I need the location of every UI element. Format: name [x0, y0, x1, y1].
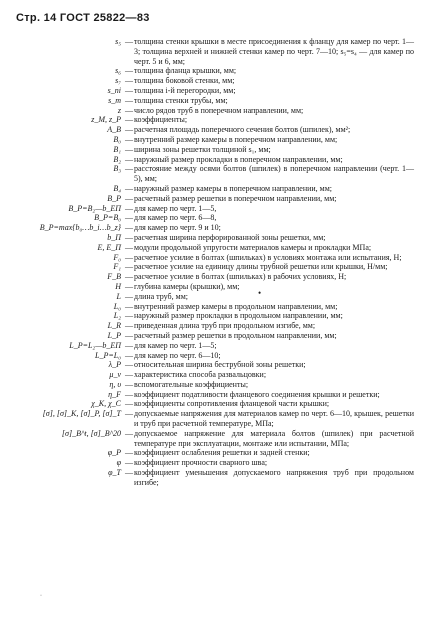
entry-symbol: μ_v: [109, 370, 121, 380]
entry-dash: —: [125, 370, 133, 380]
entry-description: расчетное усилие на единицу длины трубной решетки или крышки, Н/мм;: [134, 262, 388, 272]
entry-dash: —: [125, 468, 133, 478]
entry-row: [0, 76, 427, 86]
entry-dash: —: [125, 321, 133, 331]
entry-symbol: φ: [116, 458, 121, 468]
entry-description: расчетная ширина перфорированной зоны решетки, мм;: [134, 232, 326, 242]
entry-symbol: b_П: [107, 232, 121, 242]
entry-description: толщина стенки крышки в месте присоединения к фланцу для камер по черт. 1—3; толщина верхней и нижней стенки камер по черт. 7—10; s₅=s₄ — для камер по черт. 5 и 6, мм;: [134, 37, 414, 66]
entry-dash: —: [125, 399, 133, 409]
entry-row: [0, 282, 427, 292]
entry-description: расчетное усилие в болтах (шпильках) в условиях монтажа или испытания, Н;: [134, 252, 402, 262]
entry-description: коэффициент уменьшения допускаемого напряжения труб при продольном изгибе;: [134, 468, 414, 487]
entry-symbol: s₆: [115, 66, 121, 76]
entry-description: число рядов труб в поперечном направлении, мм;: [134, 105, 304, 115]
entry-description: расчетная площадь поперечного сечения болтов (шпилек), мм²;: [134, 125, 351, 135]
entry-dash: —: [125, 223, 133, 233]
entry-row: [0, 321, 427, 331]
entry-row: [0, 292, 427, 302]
entry-dash: —: [125, 262, 133, 272]
entry-description: характеристика способа развальцовки;: [134, 370, 267, 380]
entry-dash: —: [125, 37, 133, 46]
entry-description: глубина камеры (крышки), мм;: [134, 281, 240, 291]
entry-description: для камер по черт. 9 и 10;: [134, 223, 221, 233]
entry-symbol: η_F: [108, 389, 121, 399]
entry-row: [0, 360, 427, 370]
entry-row: [0, 429, 427, 449]
entry-symbol: H: [115, 281, 121, 291]
entry-dash: —: [125, 458, 133, 468]
stray-mark: •: [258, 288, 262, 298]
entry-symbol: s_ni: [107, 85, 121, 95]
entry-description: допускаемое напряжение для материала болтов (шпилек) при расчетной температуре при эксплуатации, монтаже или испытании, МПа;: [134, 428, 414, 448]
entry-dash: —: [125, 115, 133, 125]
entry-symbol: L_P=L₂—b_ЕП: [69, 340, 121, 350]
entry-symbol: F₀: [113, 252, 121, 262]
entry-dash: —: [125, 154, 133, 164]
entry-dash: —: [125, 448, 133, 458]
entry-row: [0, 331, 427, 341]
entry-row: [0, 262, 427, 272]
entry-symbol: s₅: [115, 37, 121, 46]
entry-symbol: B₀: [113, 134, 121, 144]
entry-description: коэффициент прочности сварного шва;: [134, 458, 268, 468]
entry-description: толщина стенки трубы, мм;: [134, 95, 228, 105]
entry-row: [0, 302, 427, 312]
entry-description: расчетный размер решетки в продольном направлении, мм;: [134, 330, 337, 340]
entry-symbol: L_P: [107, 330, 121, 340]
entry-description: для камер по черт. 6—10;: [134, 350, 221, 360]
entry-dash: —: [125, 360, 133, 370]
entry-description: толщина фланца крышки, мм;: [134, 66, 237, 76]
entry-row: [0, 390, 427, 400]
entry-row: [0, 66, 427, 76]
entry-dash: —: [125, 66, 133, 76]
entry-symbol: λ_P: [108, 360, 121, 370]
entry-dash: —: [125, 389, 133, 399]
entry-row: [0, 184, 427, 194]
entry-symbol: s₇: [115, 76, 121, 86]
entry-row: [0, 409, 427, 429]
entry-row: [0, 223, 427, 233]
entry-row: [0, 272, 427, 282]
entry-dash: —: [125, 242, 133, 252]
entry-row: [0, 380, 427, 390]
entry-row: [0, 155, 427, 165]
entry-row: [0, 468, 427, 488]
entry-dash: —: [125, 272, 133, 282]
entry-symbol: φ_T: [108, 468, 121, 478]
entry-dash: —: [125, 252, 133, 262]
entry-dash: —: [125, 409, 133, 419]
entry-symbol: χ_K, χ_C: [91, 399, 121, 409]
entry-description: вспомогательные коэффициенты;: [134, 379, 249, 389]
entry-dash: —: [125, 213, 133, 223]
entry-symbol: B₂: [113, 154, 121, 164]
entry-description: коэффициенты сопротивления фланцевой части крышки;: [134, 399, 330, 409]
entry-row: [0, 115, 427, 125]
entry-dash: —: [125, 95, 133, 105]
entry-row: [0, 37, 427, 66]
entry-description: относительная ширина беструбной зоны решетки;: [134, 360, 306, 370]
entry-symbol: B₄: [113, 183, 121, 193]
entry-description: расчетный размер решетки в поперечном направлении, мм;: [134, 193, 337, 203]
entry-row: [0, 399, 427, 409]
entry-description: допускаемые напряжения для материалов камер по черт. 6—10, крышек, решетки и труб при расчетной температуре, МПа;: [134, 409, 414, 429]
entry-symbol: B_P=B₂—b_ЕП: [68, 203, 121, 213]
entry-row: [0, 351, 427, 361]
entry-description: внутренний размер камеры в поперечном направлении, мм;: [134, 134, 338, 144]
entry-row: [0, 96, 427, 106]
entry-row: [0, 86, 427, 96]
entry-dash: —: [125, 105, 133, 115]
entry-dash: —: [125, 193, 133, 203]
entry-dash: —: [125, 183, 133, 193]
entry-row: [0, 370, 427, 380]
entry-dash: —: [125, 232, 133, 242]
entry-description: коэффициенты;: [134, 115, 188, 125]
entry-symbol: η, υ: [109, 379, 121, 389]
entry-description: для камер по черт. 1—5,: [134, 203, 217, 213]
entry-dash: —: [125, 76, 133, 86]
entry-dash: —: [125, 164, 133, 174]
entry-description: наружный размер прокладки в поперечном направлении, мм;: [134, 154, 343, 164]
entry-dash: —: [125, 203, 133, 213]
entry-dash: —: [125, 350, 133, 360]
entry-symbol: B₁: [113, 144, 121, 154]
entry-row: [0, 145, 427, 155]
entry-symbol: B_P=max{b₀…b_i…b_z}: [39, 223, 121, 233]
entry-description: модули продольной упругости материалов камеры и прокладки МПа;: [134, 242, 372, 252]
entry-description: расчетное усилие в болтах (шпильках) в рабочих условиях, Н;: [134, 272, 347, 282]
entry-description: расстояние между осями болтов (шпилек) в поперечном направлении (черт. 1—5), мм;: [134, 164, 414, 184]
entry-row: [0, 135, 427, 145]
entry-row: [0, 253, 427, 263]
entry-dash: —: [125, 291, 133, 301]
entry-dash: —: [125, 379, 133, 389]
entry-row: [0, 204, 427, 214]
entry-symbol: L_R: [107, 321, 121, 331]
entry-symbol: A_B: [107, 125, 121, 135]
entry-symbol: φ_P: [107, 448, 121, 458]
symbol-list: [0, 37, 427, 488]
entry-dash: —: [125, 281, 133, 291]
entry-symbol: z: [117, 105, 121, 115]
entry-dash: —: [125, 134, 133, 144]
entry-symbol: B_P: [107, 193, 121, 203]
entry-row: [0, 341, 427, 351]
entry-row: [0, 233, 427, 243]
entry-symbol: E, E_П: [97, 242, 121, 252]
page-header: Стр. 14 ГОСТ 25822—83: [16, 12, 150, 24]
entry-symbol: s_т: [108, 95, 121, 105]
entry-symbol: L₂: [113, 311, 121, 321]
entry-symbol: z_M, z_P: [91, 115, 121, 125]
entry-symbol: B_P=B₀: [94, 213, 121, 223]
entry-row: [0, 194, 427, 204]
entry-symbol: F₁: [113, 262, 121, 272]
entry-symbol: B₃: [113, 164, 121, 174]
entry-dash: —: [125, 85, 133, 95]
entry-symbol: L_P=L₀: [95, 350, 121, 360]
entry-row: [0, 125, 427, 135]
entry-row: [0, 458, 427, 468]
entry-symbol: [σ], [σ]_K, [σ]_P, [σ]_T: [42, 409, 121, 419]
entry-symbol: F_B: [107, 272, 121, 282]
entry-row: [0, 311, 427, 321]
entry-dash: —: [125, 311, 133, 321]
entry-dash: —: [125, 301, 133, 311]
entry-description: для камер по черт. 6—8,: [134, 213, 217, 223]
entry-description: внутренний размер камеры в продольном направлении, мм;: [134, 301, 338, 311]
entry-dash: —: [125, 330, 133, 340]
entry-symbol: [σ]_B^t, [σ]_B^20: [61, 428, 121, 438]
entry-description: приведенная длина труб при продольном изгибе, мм;: [134, 321, 316, 331]
entry-row: [0, 106, 427, 116]
entry-description: толщина боковой стенки, мм;: [134, 76, 235, 86]
entry-symbol: L₀: [113, 301, 121, 311]
entry-description: для камер по черт. 1—5;: [134, 340, 217, 350]
entry-dash: —: [125, 144, 133, 154]
entry-row: [0, 213, 427, 223]
entry-description: толщина i-й перегородки, мм;: [134, 85, 236, 95]
entry-row: [0, 243, 427, 253]
entry-symbol: L: [116, 291, 121, 301]
entry-dash: —: [125, 340, 133, 350]
entry-description: коэффициент ослабления решетки и задней стенки;: [134, 448, 310, 458]
entry-description: наружный размер прокладки в продольном направлении, мм;: [134, 311, 343, 321]
entry-description: наружный размер камеры в поперечном направлении, мм;: [134, 183, 333, 193]
entry-dash: —: [125, 125, 133, 135]
entry-description: ширина зоны решетки толщиной s₁, мм;: [134, 144, 271, 154]
entry-description: коэффициент податливости фланцевого соединения крышки и решетки;: [134, 389, 380, 399]
stray-dot: ·: [40, 593, 42, 599]
entry-dash: —: [125, 428, 133, 438]
entry-row: [0, 164, 427, 184]
entry-description: длина труб, мм;: [134, 291, 188, 301]
entry-row: [0, 448, 427, 458]
